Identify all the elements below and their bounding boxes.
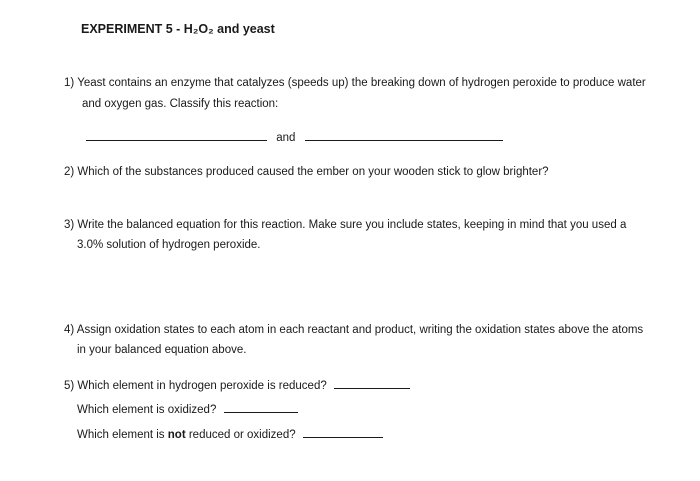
question-4-line-1: 4) Assign oxidation states to each atom in each reactant and product, writing the oxidation states above the atoms — [64, 324, 644, 336]
answer-blank-reduced[interactable] — [334, 377, 410, 389]
question-4 — [64, 323, 664, 358]
question-5 — [64, 377, 664, 442]
page-title: EXPERIMENT 5 - H₂O₂ and yeast — [81, 22, 275, 36]
question-3-line-1: 3) Write the balanced equation for this reaction. Make sure you include states, keeping in mind that you used a — [64, 219, 627, 231]
question-5-prompt-oxidized: Which element is oxidized? — [77, 404, 217, 417]
question-1-line-1: 1) Yeast contains an enzyme that catalyzes (speeds up) the breaking down of hydrogen peroxide to produce water — [64, 77, 646, 89]
question-3-line-2: 3.0% solution of hydrogen peroxide. — [77, 239, 261, 252]
answer-blank-neither[interactable] — [303, 426, 383, 438]
question-1 — [64, 76, 664, 112]
question-5-line-2 — [64, 401, 664, 417]
question-5-prompt-neither-post: reduced or oxidized? — [185, 428, 296, 441]
question-5-line-3 — [64, 426, 664, 442]
question-1-line-2: and oxygen gas. Classify this reaction: — [82, 98, 279, 111]
question-5-line-1 — [64, 377, 664, 393]
answer-connector: and — [276, 132, 296, 144]
question-5-prompt-neither-bold: not — [167, 428, 186, 441]
answer-blank-1a[interactable] — [86, 129, 267, 141]
question-2 — [64, 165, 664, 179]
answer-blank-1b[interactable] — [305, 129, 503, 141]
question-3 — [64, 218, 664, 253]
question-1-answer-row — [86, 129, 503, 145]
answer-blank-oxidized[interactable] — [224, 401, 298, 413]
question-2-line-1: 2) Which of the substances produced caused the ember on your wooden stick to glow brighter? — [64, 166, 549, 178]
question-5-prompt-neither-pre: Which element is — [77, 428, 168, 441]
question-5-prompt-reduced: 5) Which element in hydrogen peroxide is reduced? — [64, 380, 327, 392]
question-4-line-2: in your balanced equation above. — [77, 344, 247, 357]
